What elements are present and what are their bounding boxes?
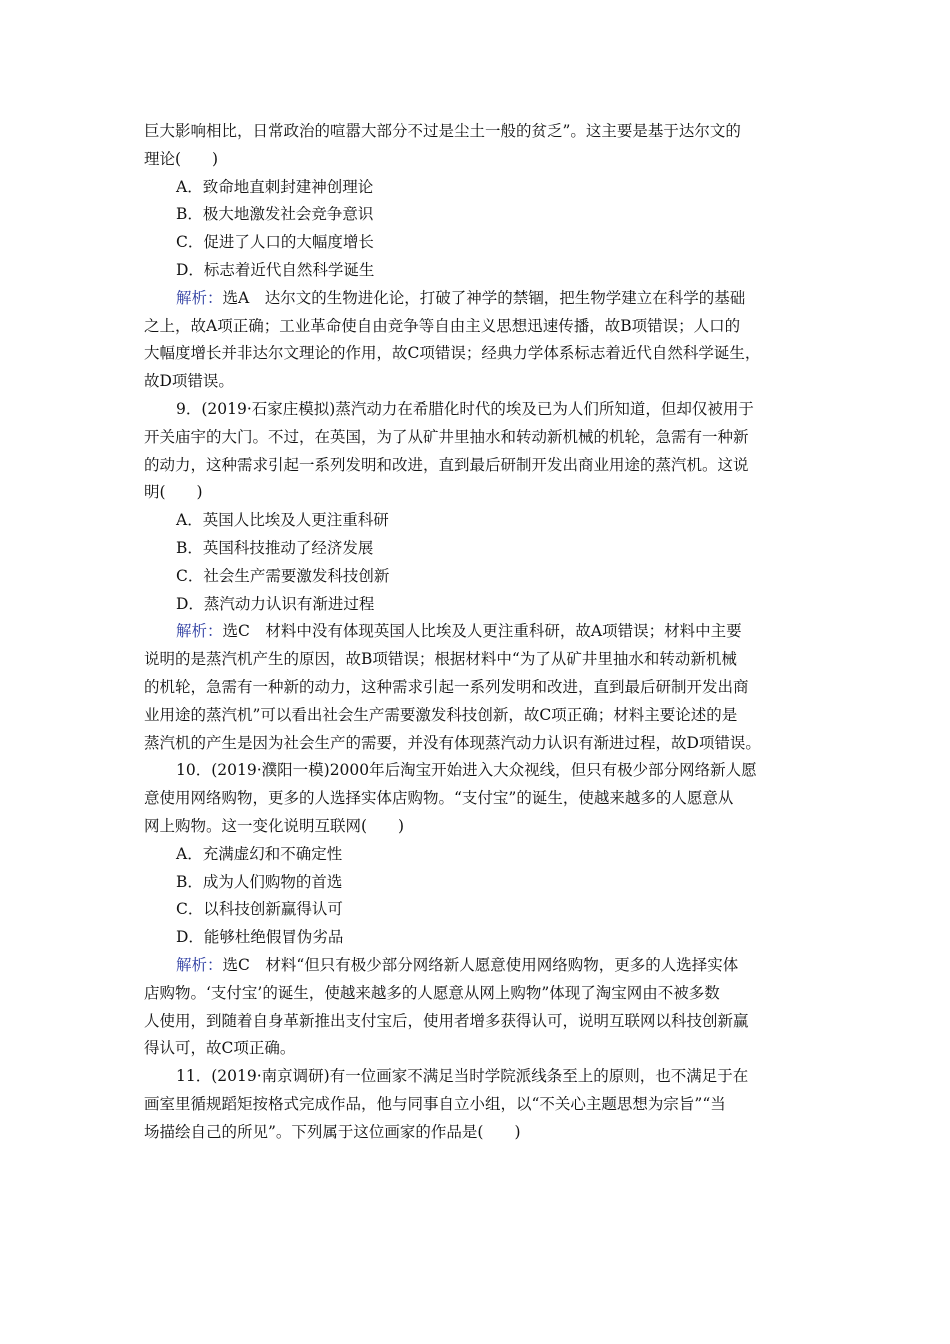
q9-stem-line: 明( ) xyxy=(144,483,203,502)
question-11 xyxy=(144,1063,808,1146)
analysis-label: 解析： xyxy=(176,622,223,641)
q9-option-a: A．英国人比埃及人更注重科研 xyxy=(176,511,389,530)
q11-stem-line: 场描绘自己的所见”。下列属于这位画家的作品是( ) xyxy=(144,1122,521,1141)
q11-stem-line: 画室里循规蹈矩按格式完成作品，他与同事自立小组，以“不关心主题思想为宗旨”“当 xyxy=(144,1094,726,1113)
q10-analysis-line: 人使用，到随着自身革新推出支付宝后，使用者增多获得认可，说明互联网以科技创新赢 xyxy=(144,1011,749,1030)
q8-option-d: D．标志着近代自然科学诞生 xyxy=(176,260,375,279)
q8-stem-line: 理论( ) xyxy=(144,149,219,168)
q8-analysis-first xyxy=(144,285,808,313)
q8-option-b: B．极大地激发社会竞争意识 xyxy=(176,205,374,224)
q10-analysis-first xyxy=(144,952,808,980)
q10-option-a: A．充满虚幻和不确定性 xyxy=(176,844,343,863)
document-body xyxy=(144,118,808,1146)
q10-option-d: D．能够杜绝假冒伪劣品 xyxy=(176,928,344,947)
q10-option-c: C．以科技创新赢得认可 xyxy=(176,900,343,919)
q10-option-b: B．成为人们购物的首选 xyxy=(176,872,343,891)
analysis-text: 选C 材料中没有体现英国人比埃及人更注重科研，故A项错误；材料中主要 xyxy=(222,622,742,641)
analysis-text: 选A 达尔文的生物进化论，打破了神学的禁锢，把生物学建立在科学的基础 xyxy=(222,288,746,307)
q9-analysis-line: 蒸汽机的产生是因为社会生产的需要，并没有体现蒸汽动力认识有渐进过程，故D项错误。 xyxy=(144,733,761,752)
q9-analysis-line: 业用途的蒸汽机”可以看出社会生产需要激发科技创新，故C项正确；材料主要论述的是 xyxy=(144,705,738,724)
analysis-label: 解析： xyxy=(176,288,223,307)
q10-analysis-line: 店购物。‘支付宝’的诞生，使越来越多的人愿意从网上购物”体现了淘宝网由不被多数 xyxy=(144,983,720,1002)
q11-stem-first: 11．(2019·南京调研)有一位画家不满足当时学院派线条至上的原则，也不满足于在 xyxy=(176,1067,749,1086)
question-10 xyxy=(144,757,808,1063)
q9-stem-first: 9．(2019·石家庄模拟)蒸汽动力在希腊化时代的埃及已为人们所知道，但却仅被用于 xyxy=(176,399,754,418)
question-9 xyxy=(144,396,808,757)
q8-analysis-line: 之上，故A项正确；工业革命使自由竞争等自由主义思想迅速传播，故B项错误；人口的 xyxy=(144,316,741,335)
q9-option-c: C．社会生产需要激发科技创新 xyxy=(176,566,390,585)
q8-analysis-line: 大幅度增长并非达尔文理论的作用，故C项错误；经典力学体系标志着近代自然科学诞生， xyxy=(144,344,761,363)
q9-option-b: B．英国科技推动了经济发展 xyxy=(176,538,374,557)
analysis-label: 解析： xyxy=(176,955,223,974)
q10-stem-line: 意使用网络购物，更多的人选择实体店购物。“支付宝”的诞生，使越来越多的人愿意从 xyxy=(144,789,734,808)
q8-option-c: C．促进了人口的大幅度增长 xyxy=(176,233,374,252)
analysis-text: 选C 材料“但只有极少部分网络新人愿意使用网络购物，更多的人选择实体 xyxy=(222,955,739,974)
q9-option-d: D．蒸汽动力认识有渐进过程 xyxy=(176,594,375,613)
q8-option-a: A．致命地直刺封建神创理论 xyxy=(176,177,374,196)
q8-stem-line: 巨大影响相比，日常政治的喧嚣大部分不过是尘土一般的贫乏”。这主要是基于达尔文的 xyxy=(144,122,741,140)
q9-analysis-line: 的机轮，急需有一种新的动力，这种需求引起一系列发明和改进，直到最后研制开发出商 xyxy=(144,677,749,696)
question-8 xyxy=(144,118,808,396)
q8-analysis-line: 故D项错误。 xyxy=(144,372,234,391)
q10-analysis-line: 得认可，故C项正确。 xyxy=(144,1039,296,1058)
q9-analysis-line: 说明的是蒸汽机产生的原因，故B项错误；根据材料中“为了从矿井里抽水和转动新机械 xyxy=(144,650,737,669)
q9-stem-line: 的动力，这种需求引起一系列发明和改进，直到最后研制开发出商业用途的蒸汽机。这说 xyxy=(144,455,749,474)
q9-stem-line: 开关庙宇的大门。不过，在英国，为了从矿井里抽水和转动新机械的机轮，急需有一种新 xyxy=(144,427,749,446)
q10-stem-first: 10．(2019·濮阳一模)2000年后淘宝开始进入大众视线，但只有极少部分网络新人愿 xyxy=(176,761,757,780)
q9-analysis-first xyxy=(144,618,808,646)
q10-stem-line: 网上购物。这一变化说明互联网( ) xyxy=(144,816,405,835)
